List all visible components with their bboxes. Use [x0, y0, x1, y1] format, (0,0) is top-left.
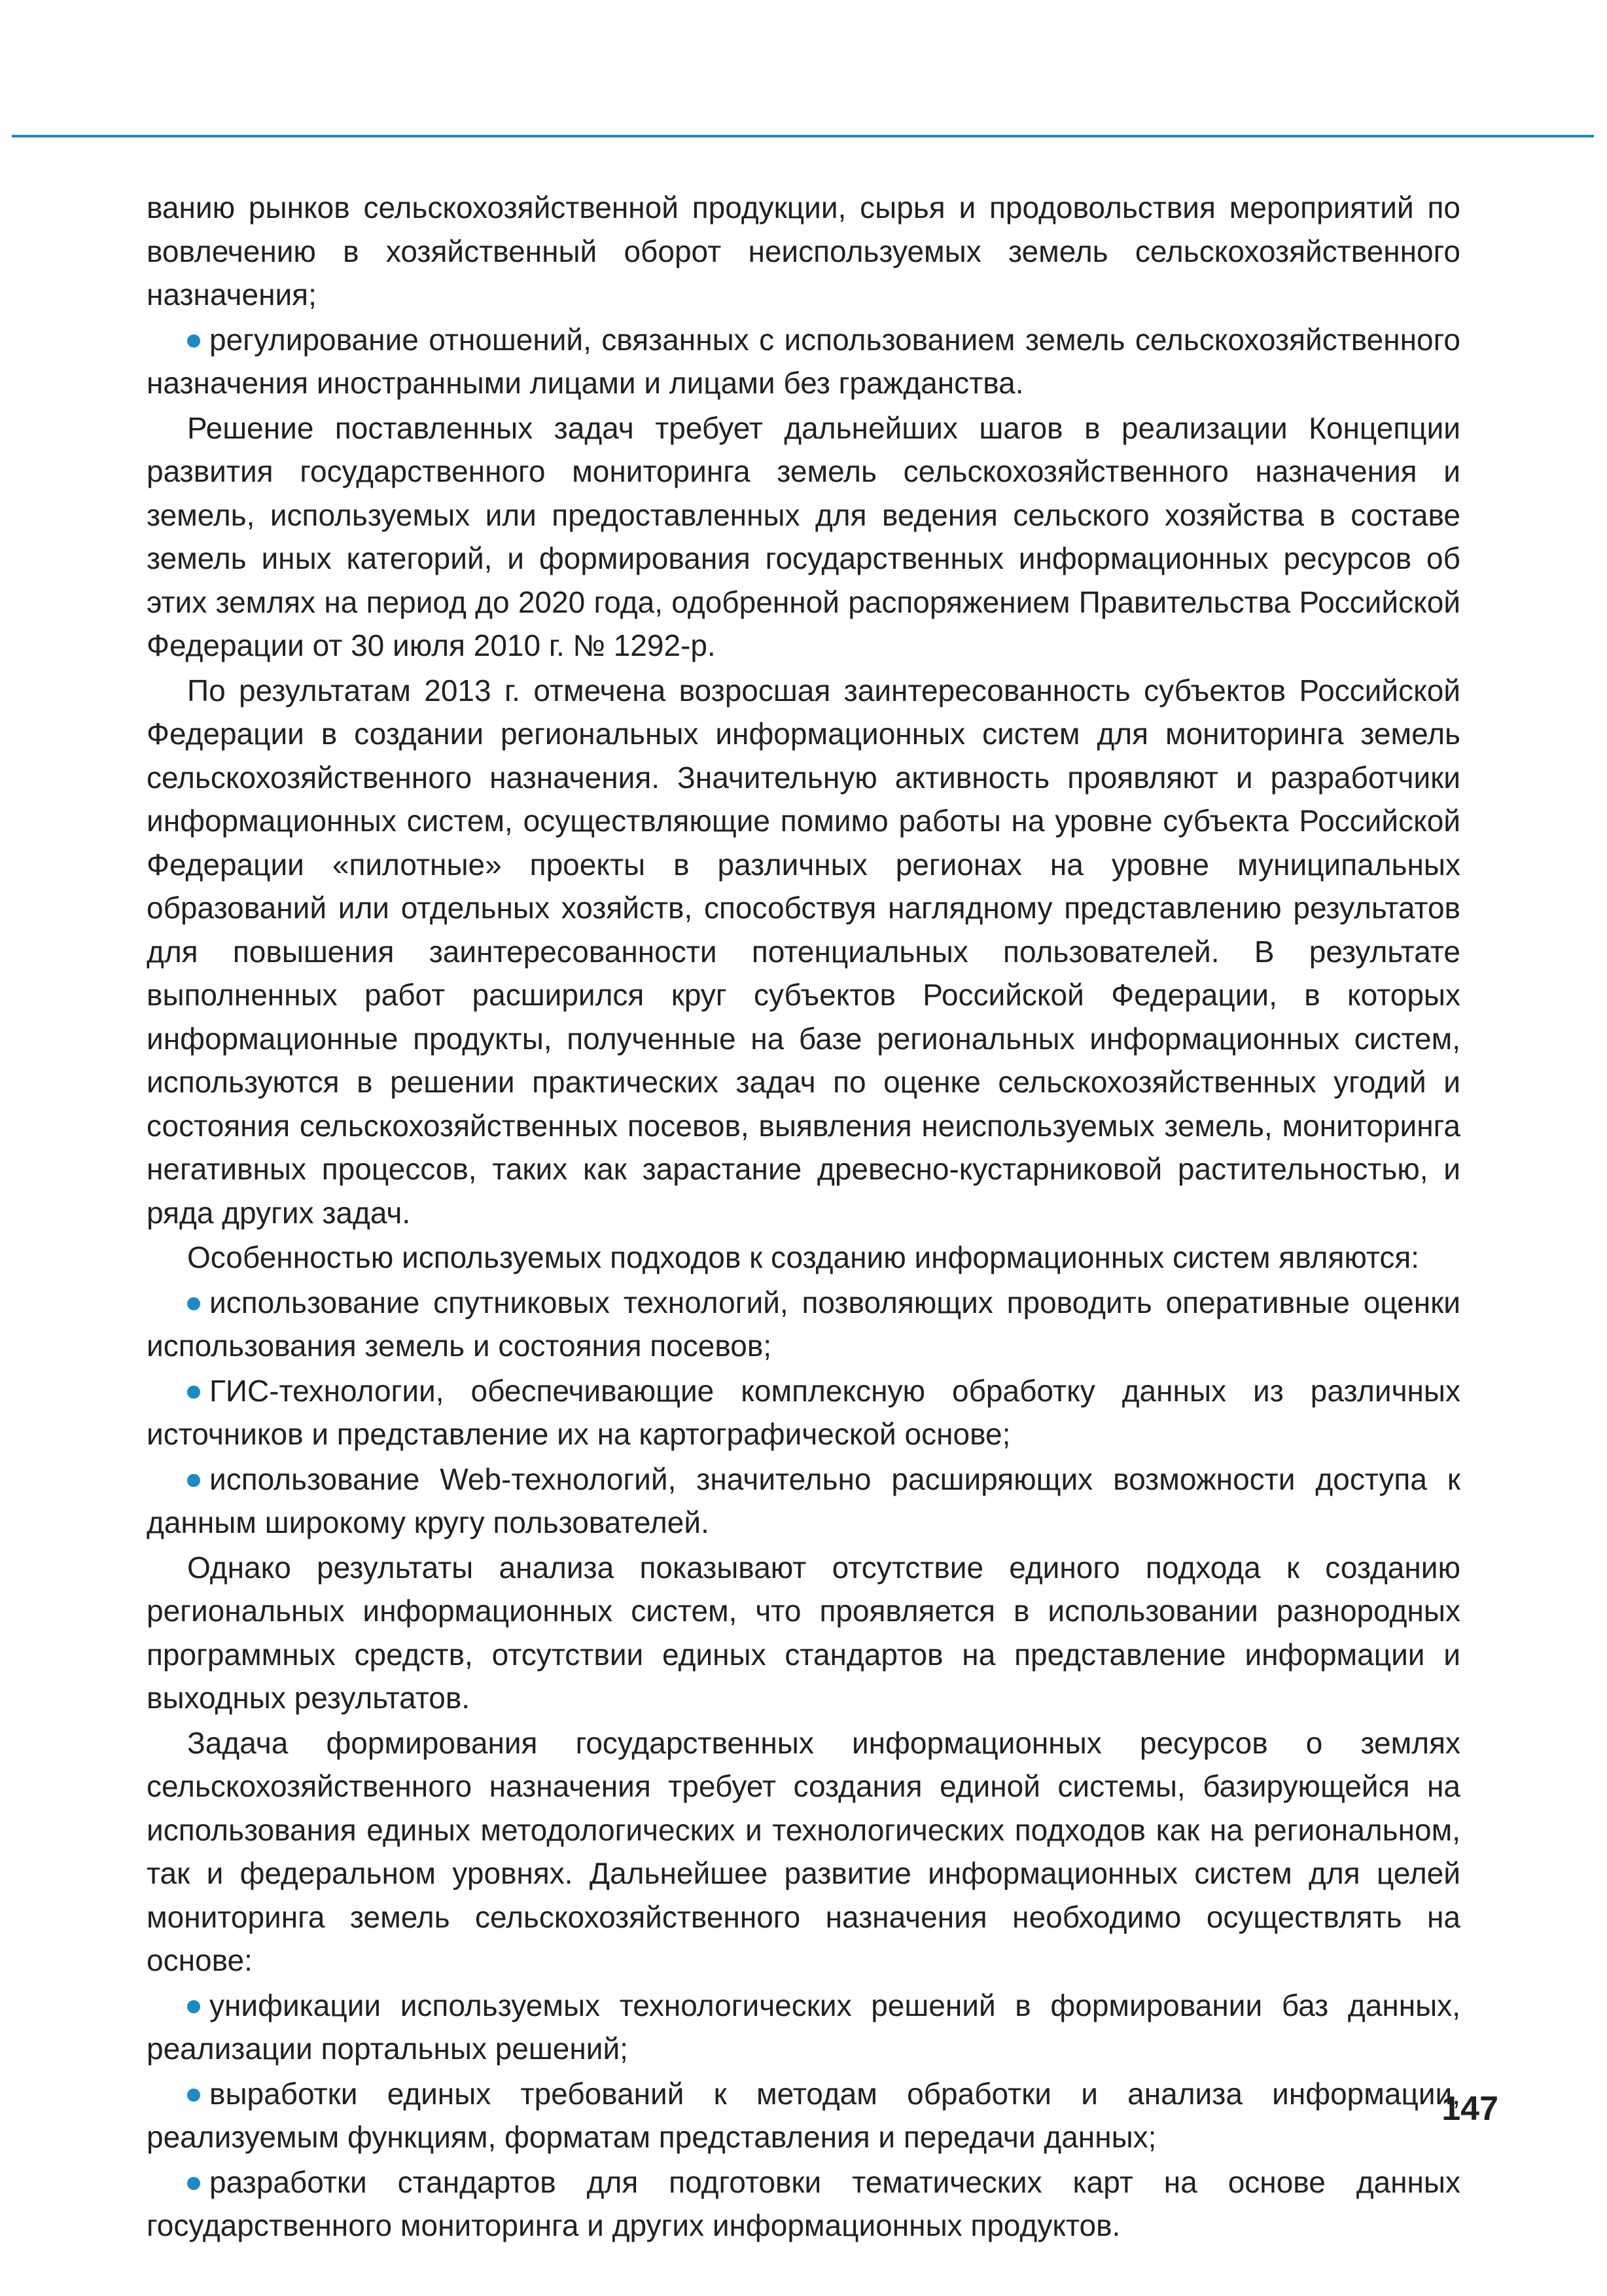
paragraph: Задача формирования государственных информационных ресурсов о землях сельскохозяйственного назначения требует создания единой системы, базирующейся на использования единых методологических и технологических подходов как на региональном, так и федеральном уровнях. Дальнейшее развитие информационных систем для целей мониторинга земель сельскохозяйственного назначения необходимо осуществлять на основе: — [147, 1725, 1460, 1977]
bullet-dot-icon — [187, 2089, 200, 2102]
bullet-dot-icon — [187, 1297, 200, 1310]
bullet-item: выработки единых требований к методам обработки и анализа информации, реализуемым функциям, форматам представления и передачи данных; — [147, 2076, 1460, 2154]
bullet-dot-icon — [187, 1386, 200, 1399]
paragraph: Однако результаты анализа показывают отсутствие единого подхода к созданию региональных информационных систем, что проявляется в использовании разнородных программных средств, отсутствии единых стандартов на представление информации и выходных результатов. — [147, 1550, 1460, 1715]
bullet-item: ГИС-технологии, обеспечивающие комплексную обработку данных из различных источников и представление их на картографической основе; — [147, 1373, 1460, 1451]
paragraph-continuation: ванию рынков сельскохозяйственной продукции, сырья и продовольствия мероприятий по вовлечению в хозяйственный оборот неиспользуемых земель сельскохозяйственного назначения; — [147, 190, 1460, 312]
bullet-item: использование спутниковых технологий, позволяющих проводить оперативные оценки использования земель и состояния посевов; — [147, 1285, 1460, 1363]
bullet-dot-icon — [187, 2000, 200, 2013]
body-text — [147, 186, 1460, 2249]
page-number: 147 — [1441, 2090, 1498, 2128]
paragraph: Особенностью используемых подходов к созданию информационных систем являются: — [187, 1240, 1420, 1274]
bullet-item: регулирование отношений, связанных с использованием земель сельскохозяйственного назначения иностранными лицами и лицами без гражданства. — [147, 322, 1460, 400]
paragraph: По результатам 2013 г. отмечена возросшая заинтересованность субъектов Российской Федерации в создании региональных информационных систем для мониторинга земель сельскохозяйственного назначения. Значительную активность проявляют и разработчики информационных систем, осуществляющие помимо работы на уровне субъекта Российской Федерации «пилотные» проекты в различных регионах на уровне муниципальных образований или отдельных хозяйств, способствуя наглядному представлению результатов для повышения заинтересованности потенциальных пользователей. В результате выполненных работ расширился круг субъектов Российской Федерации, в которых информационные продукты, полученные на базе региональных информационных систем, используются в решении практических задач по оценке сельскохозяйственных угодий и состояния сельскохозяйственных посевов, выявления неиспользуемых земель, мониторинга негативных процессов, таких как зарастание древесно-кустарниковой растительностью, и ряда других задач. — [147, 673, 1460, 1230]
paragraph: Решение поставленных задач требует дальнейших шагов в реализации Концепции развития государственного мониторинга земель сельскохозяйственного назначения и земель, используемых или предоставленных для ведения сельского хозяйства в составе земель иных категорий, и формирования государственных информационных ресурсов об этих землях на период до 2020 года, одобренной распоряжением Правительства Российской Федерации от 30 июля 2010 г. № 1292-р. — [147, 410, 1460, 662]
bullet-item: разработки стандартов для подготовки тематических карт на основе данных государственного мониторинга и других информационных продуктов. — [147, 2164, 1460, 2242]
bullet-item: использование Web-технологий, значительно расширяющих возможности доступа к данным широкому кругу пользователей. — [147, 1462, 1460, 1539]
bullet-dot-icon — [187, 1474, 200, 1487]
header-rule — [12, 135, 1594, 137]
bullet-item: унификации используемых технологических решений в формировании баз данных, реализации портальных решений; — [147, 1988, 1460, 2066]
bullet-dot-icon — [187, 2177, 200, 2190]
bullet-dot-icon — [187, 334, 200, 348]
